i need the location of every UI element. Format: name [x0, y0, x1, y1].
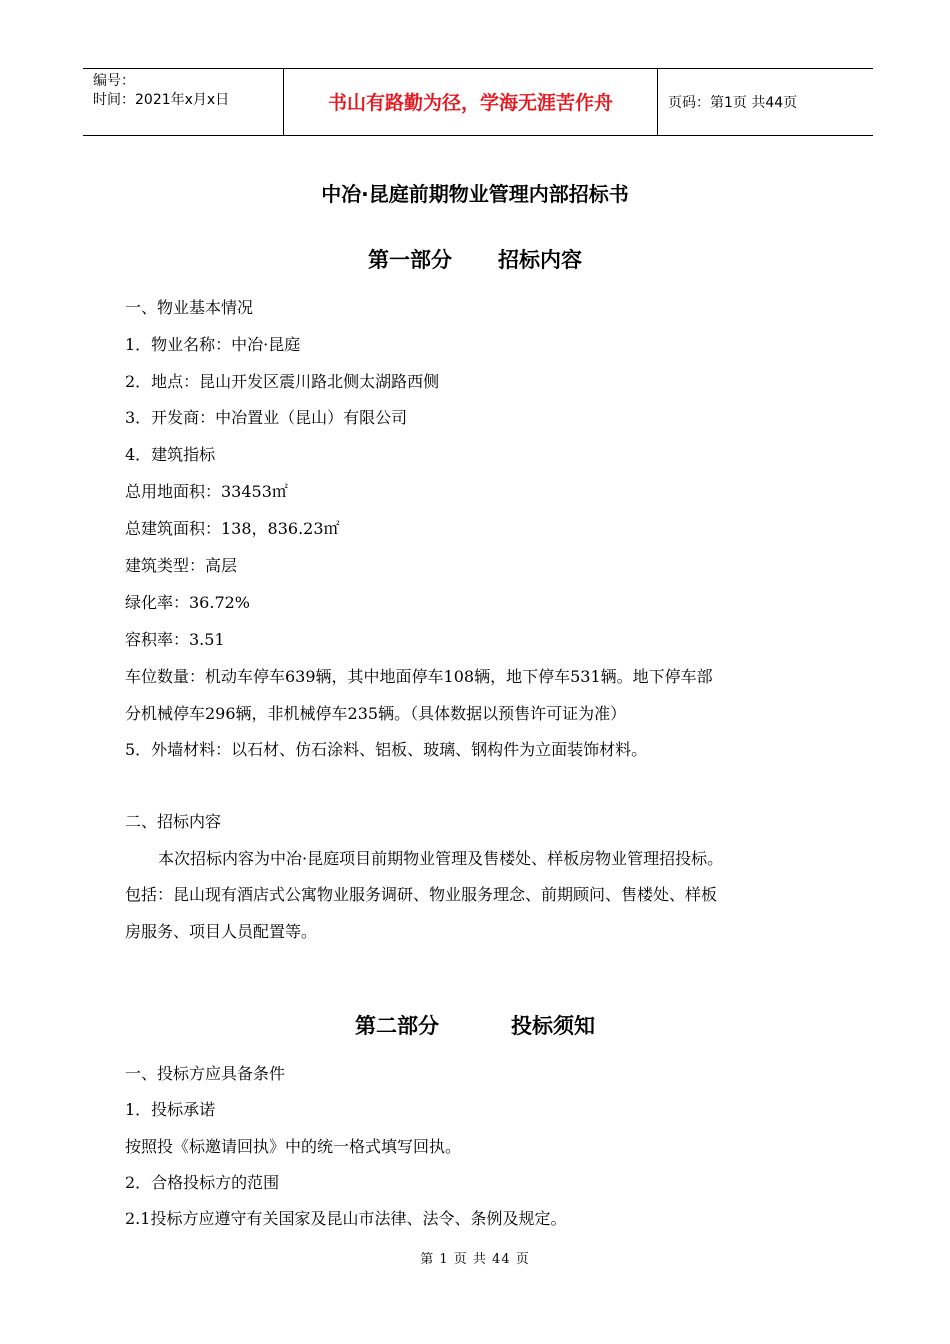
header-motto: 书山有路勤为径，学海无涯苦作舟	[284, 69, 658, 135]
part1-line: 1．物业名称：中冶·昆庭	[125, 335, 301, 354]
part1-line: 5．外墙材料：以石材、仿石涂料、铝板、玻璃、钢构件为立面装饰材料。	[125, 740, 648, 759]
part2-line: 按照投《标邀请回执》中的统一格式填写回执。	[125, 1137, 462, 1156]
page-footer: 第 1 页 共 44 页	[420, 1252, 530, 1267]
part2-heading-number: 第二部分	[355, 1014, 439, 1038]
part1-line: 总用地面积：33453㎡	[125, 482, 288, 501]
part1-line: 绿化率：36.72%	[125, 593, 251, 612]
section2-heading: 二、招标内容	[125, 812, 222, 831]
part1-line: 一、物业基本情况	[125, 298, 254, 317]
part2-heading	[0, 1010, 950, 1040]
part1-heading	[0, 244, 950, 274]
part1-line: 总建筑面积：138，836.23㎡	[125, 519, 340, 538]
part2-line: 2.1投标方应遵守有关国家及昆山市法律、法令、条例及规定。	[125, 1209, 567, 1228]
document-title: 中冶·昆庭前期物业管理内部招标书	[321, 182, 629, 206]
part1-line: 4．建筑指标	[125, 445, 216, 464]
part2-heading-name: 投标须知	[511, 1014, 595, 1038]
part1-line: 2．地点：昆山开发区震川路北侧太湖路西侧	[125, 372, 440, 391]
part1-line: 分机械停车296辆，非机械停车235辆。（具体数据以预售许可证为准）	[125, 704, 627, 723]
document-number: 编号：	[93, 73, 135, 89]
section2-paragraph-line: 房服务、项目人员配置等。	[125, 922, 318, 941]
section2-paragraph-line: 本次招标内容为中冶·昆庭项目前期物业管理及售楼处、样板房物业管理招投标。	[158, 849, 724, 868]
part2-line: 一、投标方应具备条件	[125, 1064, 286, 1083]
document-date: 时间：2021年x月x日	[93, 92, 230, 108]
header-meta	[83, 69, 284, 135]
part2-line: 1．投标承诺	[125, 1100, 216, 1119]
part1-line: 建筑类型：高层	[125, 556, 238, 575]
page-header	[83, 68, 873, 136]
header-page-info: 页码：第1页 共44页	[668, 95, 798, 111]
part1-heading-name: 招标内容	[498, 248, 582, 272]
part1-line: 3．开发商：中冶置业（昆山）有限公司	[125, 408, 408, 427]
part1-line: 容积率：3.51	[125, 630, 225, 649]
section2-paragraph-line: 包括：昆山现有酒店式公寓物业服务调研、物业服务理念、前期顾问、售楼处、样板	[125, 885, 718, 904]
part1-line: 车位数量：机动车停车639辆，其中地面停车108辆，地下停车531辆。地下停车部	[125, 667, 713, 686]
part2-line: 2．合格投标方的范围	[125, 1173, 280, 1192]
part1-heading-number: 第一部分	[368, 248, 452, 272]
